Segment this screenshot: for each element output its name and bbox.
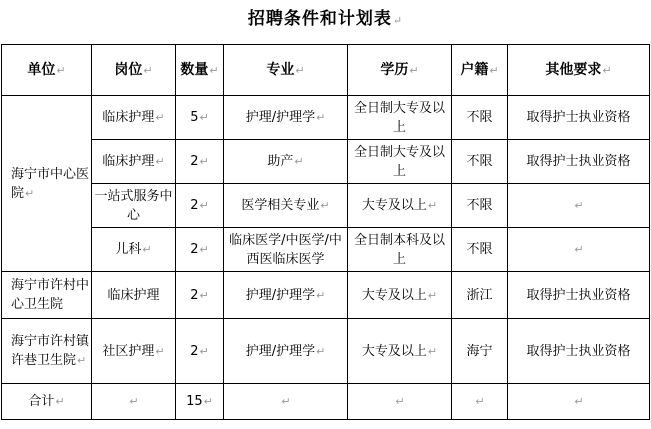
hukou-cell: 不限 [452,184,508,228]
count-cell: 2↵ [176,140,224,184]
header-position: 岗位↵ [92,45,176,96]
other-cell: 取得护士执业资格 [508,319,650,384]
other-cell: ↵ [508,228,650,272]
total-row [2,384,650,420]
count-cell: 5↵ [176,96,224,140]
position-cell: 临床护理↵ [92,96,176,140]
total-label: 合计↵ [2,384,92,420]
empty-cell: ↵ [348,384,452,420]
hukou-cell: 海宁 [452,319,508,384]
position-cell: 社区护理↵ [92,319,176,384]
position-cell: 临床护理 [92,272,176,319]
table-row [2,319,650,384]
unit-cell: 海宁市许村镇许巷卫生院↵ [2,319,92,384]
position-cell: 一站式服务中心 [92,184,176,228]
table-row [2,140,650,184]
education-cell: 全日制大专及以上 [348,140,452,184]
table-row [2,272,650,319]
major-cell: 护理/护理学↵ [224,319,348,384]
unit-cell: 海宁市中心医院↵ [2,96,92,272]
education-cell: 大专及以上↵ [348,184,452,228]
count-cell: 2↵ [176,272,224,319]
empty-cell: ↵ [224,384,348,420]
paragraph-mark-icon: ↵ [392,14,404,27]
table-row [2,184,650,228]
other-cell: 取得护士执业资格 [508,272,650,319]
header-hukou: 户籍↵ [452,45,508,96]
header-unit: 单位↵ [2,45,92,96]
unit-cell: 海宁市许村中心卫生院 [2,272,92,319]
major-cell: 护理/护理学↵ [224,96,348,140]
header-major: 专业↵ [224,45,348,96]
education-cell: 全日制本科及以上 [348,228,452,272]
count-cell: 2↵ [176,184,224,228]
other-cell: ↵ [508,184,650,228]
empty-cell: ↵ [508,384,650,420]
hukou-cell: 不限 [452,140,508,184]
position-cell: 儿科↵ [92,228,176,272]
table-row [2,228,650,272]
header-education: 学历↵ [348,45,452,96]
count-cell: 2↵ [176,319,224,384]
other-cell: 取得护士执业资格 [508,96,650,140]
page-title: 招聘条件和计划表↵ [247,9,404,29]
education-cell: 全日制大专及以上 [348,96,452,140]
hukou-cell: 浙江 [452,272,508,319]
empty-cell: ↵ [452,384,508,420]
major-cell: 护理/护理学↵ [224,272,348,319]
recruitment-table [1,44,650,420]
education-cell: 大专及以上↵ [348,272,452,319]
position-cell: 临床护理↵ [92,140,176,184]
header-count: 数量↵ [176,45,224,96]
major-cell: 助产↵ [224,140,348,184]
header-row [2,45,650,96]
table-row [2,96,650,140]
hukou-cell: 不限 [452,96,508,140]
other-cell: 取得护士执业资格 [508,140,650,184]
empty-cell: ↵ [92,384,176,420]
header-other: 其他要求↵ [508,45,650,96]
count-cell: 2↵ [176,228,224,272]
hukou-cell: 不限 [452,228,508,272]
education-cell: 大专及以上↵ [348,319,452,384]
major-cell: 医学相关专业↵ [224,184,348,228]
major-cell: 临床医学/中医学/中西医临床医学 [224,228,348,272]
total-count: 15↵ [176,384,224,420]
